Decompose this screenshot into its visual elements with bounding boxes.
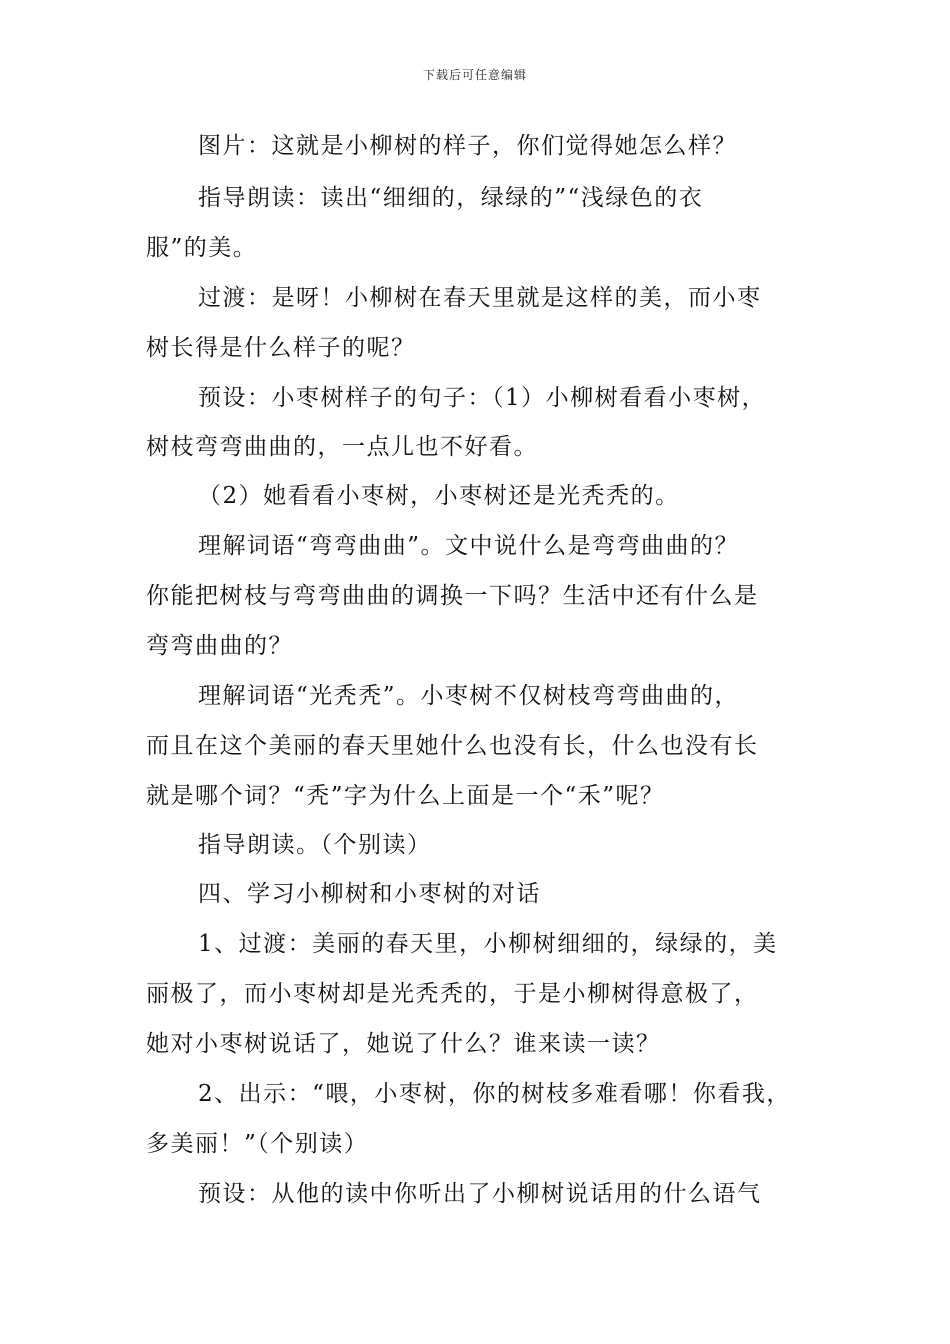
- text-line: 预设：小枣树样子的句子：（1）小柳树看看小枣树，: [198, 385, 767, 411]
- text-line: 树长得是什么样子的呢？: [146, 335, 416, 361]
- text-line: 丽极了，而小枣树却是光秃秃的，于是小柳树得意极了，: [146, 981, 759, 1007]
- text-line: 服”的美。: [146, 235, 258, 261]
- page-header: 下载后可任意编辑: [422, 68, 527, 82]
- text-line: 图片：这就是小柳树的样子，你们觉得她怎么样？: [198, 133, 737, 159]
- text-line: 理解词语“弯弯曲曲”。文中说什么是弯弯曲曲的？: [198, 533, 740, 559]
- text-line: 就是哪个词？“秃”字为什么上面是一个“禾”呢？: [146, 783, 665, 809]
- text-line: 多美丽！”（个别读）: [146, 1131, 369, 1157]
- text-line: 2、出示：“喂，小枣树，你的树枝多难看哪！你看我，: [198, 1081, 791, 1107]
- text-line: 树枝弯弯曲曲的，一点儿也不好看。: [146, 434, 538, 460]
- text-line: 你能把树枝与弯弯曲曲的调换一下吗？生活中还有什么是: [146, 583, 759, 609]
- text-line: 弯弯曲曲的？: [146, 633, 293, 659]
- text-line: 理解词语“光秃秃”。小枣树不仅树枝弯弯曲曲的，: [198, 683, 740, 709]
- text-line: 而且在这个美丽的春天里她什么也没有长，什么也没有长: [146, 733, 759, 759]
- text-line: 指导朗读：读出“细细的，绿绿的”“浅绿色的衣: [198, 185, 704, 211]
- text-line: 1、过渡：美丽的春天里，小柳树细细的，绿绿的，美: [198, 931, 778, 957]
- text-line: 指导朗读。（个别读）: [198, 832, 432, 858]
- text-line: 过渡：是呀！小柳树在春天里就是这样的美，而小枣: [198, 285, 762, 311]
- text-line: 预设：从他的读中你听出了小柳树说话用的什么语气: [198, 1181, 762, 1207]
- text-line: （2）她看看小枣树，小枣树还是光秃秃的。: [198, 483, 680, 509]
- section-heading: 四、学习小柳树和小枣树的对话: [198, 881, 541, 907]
- text-line: 她对小枣树说话了，她说了什么？谁来读一读？: [146, 1031, 661, 1057]
